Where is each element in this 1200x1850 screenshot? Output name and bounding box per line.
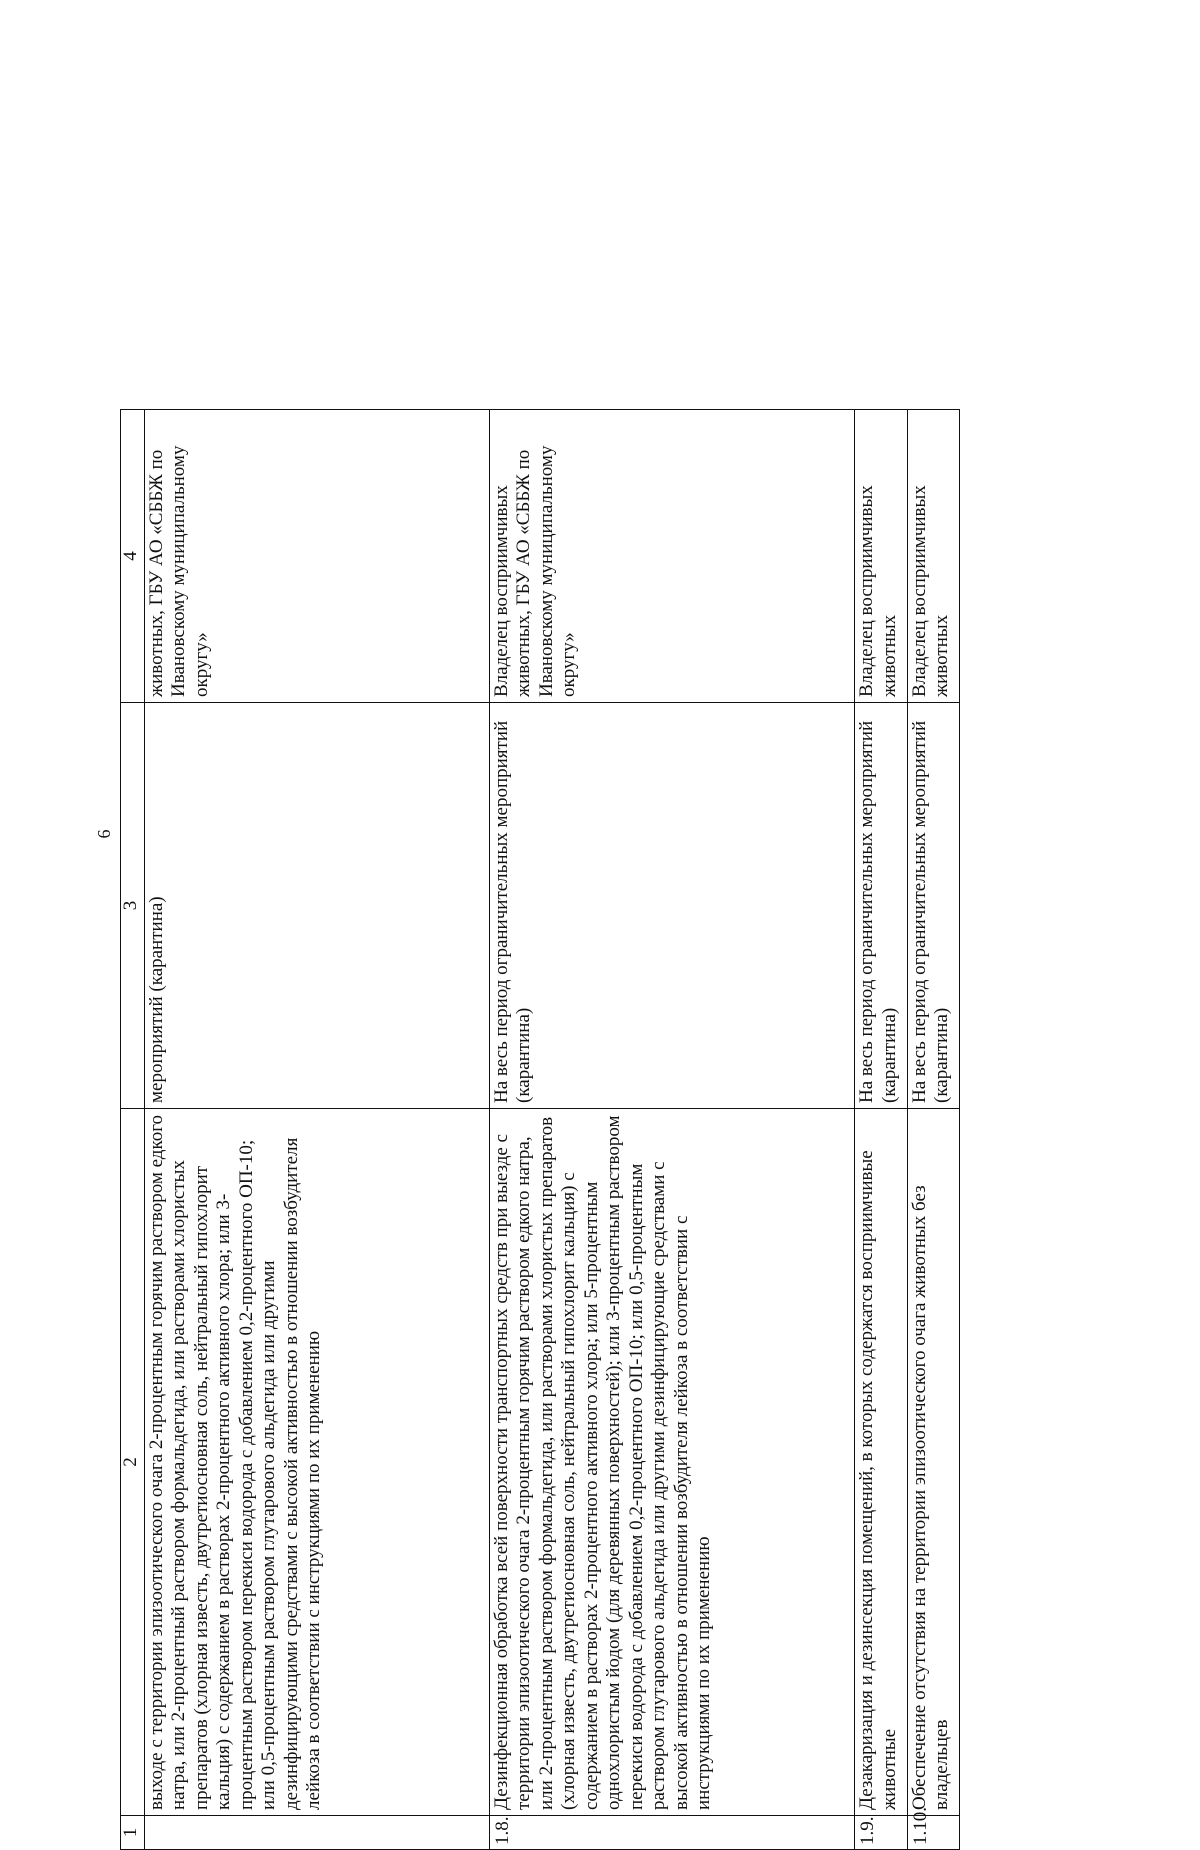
period-cell: На весь период ограничительных мероприятий (карантина): [907, 703, 959, 1109]
responsible-cell: животных, ГБУ АО «СББЖ по Ивановскому муниципальному округу»: [144, 410, 489, 703]
period-cell: На весь период ограничительных мероприятий (карантина): [489, 703, 855, 1109]
row-number: [144, 1816, 489, 1850]
row-number: 1.10.: [907, 1816, 959, 1850]
column-header-4: 4: [121, 410, 145, 703]
page-number: 6: [94, 829, 114, 839]
column-header-3: 3: [121, 703, 145, 1109]
column-header-1: 1: [121, 1816, 145, 1850]
responsible-cell: Владелец восприимчивых животных: [855, 410, 907, 703]
measures-table: [120, 409, 960, 1850]
period-cell: мероприятий (карантина): [144, 703, 489, 1109]
row-number: 1.9.: [855, 1816, 907, 1850]
table-row: [144, 410, 489, 1850]
header-row: [121, 410, 145, 1850]
table-row: [907, 410, 959, 1850]
rotated-page: [120, 410, 960, 1850]
table-row: [489, 410, 855, 1850]
responsible-cell: Владелец восприимчивых животных, ГБУ АО «СББЖ по Ивановскому муниципальному округу»: [489, 410, 855, 703]
action-cell: Дезакаризация и дезинсекция помещений, в которых содержатся восприимчивые животные: [855, 1109, 907, 1816]
action-cell: Обеспечение отсутствия на территории эпизоотического очага животных без владельцев: [907, 1109, 959, 1816]
table-row: [855, 410, 907, 1850]
responsible-cell: Владелец восприимчивых животных: [907, 410, 959, 703]
action-cell: выходе с территории эпизоотического очага 2-процентным горячим раствором едкого натра, или 2-процентный раствором формальдегида, или растворами хлористых препаратов (хлорная известь, двутретиосновная соль, нейтральный гипохлорит кальция) с содержанием в растворах 2-процентного активного хлора; или 3-процентным раствором перекиси водорода с добавлением 0,2-процентного ОП-10; или 0,5-процентным раствором глутарового альдегида или другими дезинфицирующими средствами с высокой активностью в отношении возбудителя лейкоза в соответствии с инструкциями по их применению: [144, 1109, 489, 1816]
period-cell: На весь период ограничительных мероприятий (карантина): [855, 703, 907, 1109]
column-header-2: 2: [121, 1109, 145, 1816]
action-cell: Дезинфекционная обработка всей поверхности транспортных средств при выезде с территории эпизоотического очага 2-процентным горячим раствором едкого натра, или 2-процентным раствором формальдегида, или растворами хлористых препаратов (хлорная известь, двутретиосновная соль, нейтральный гипохлорит кальция) с содержанием в растворах 2-процентного активного хлора; или 5-процентным однохлористым йодом (для деревянных поверхностей); или 3-процентным раствором перекиси водорода с добавлением 0,2-процентного ОП-10; или 0,5-процентным раствором глутарового альдегида или другими дезинфицирующие средствами с высокой активностью в отношении возбудителя лейкоза в соответствии с инструкциями по их применению: [489, 1109, 855, 1816]
row-number: 1.8.: [489, 1816, 855, 1850]
